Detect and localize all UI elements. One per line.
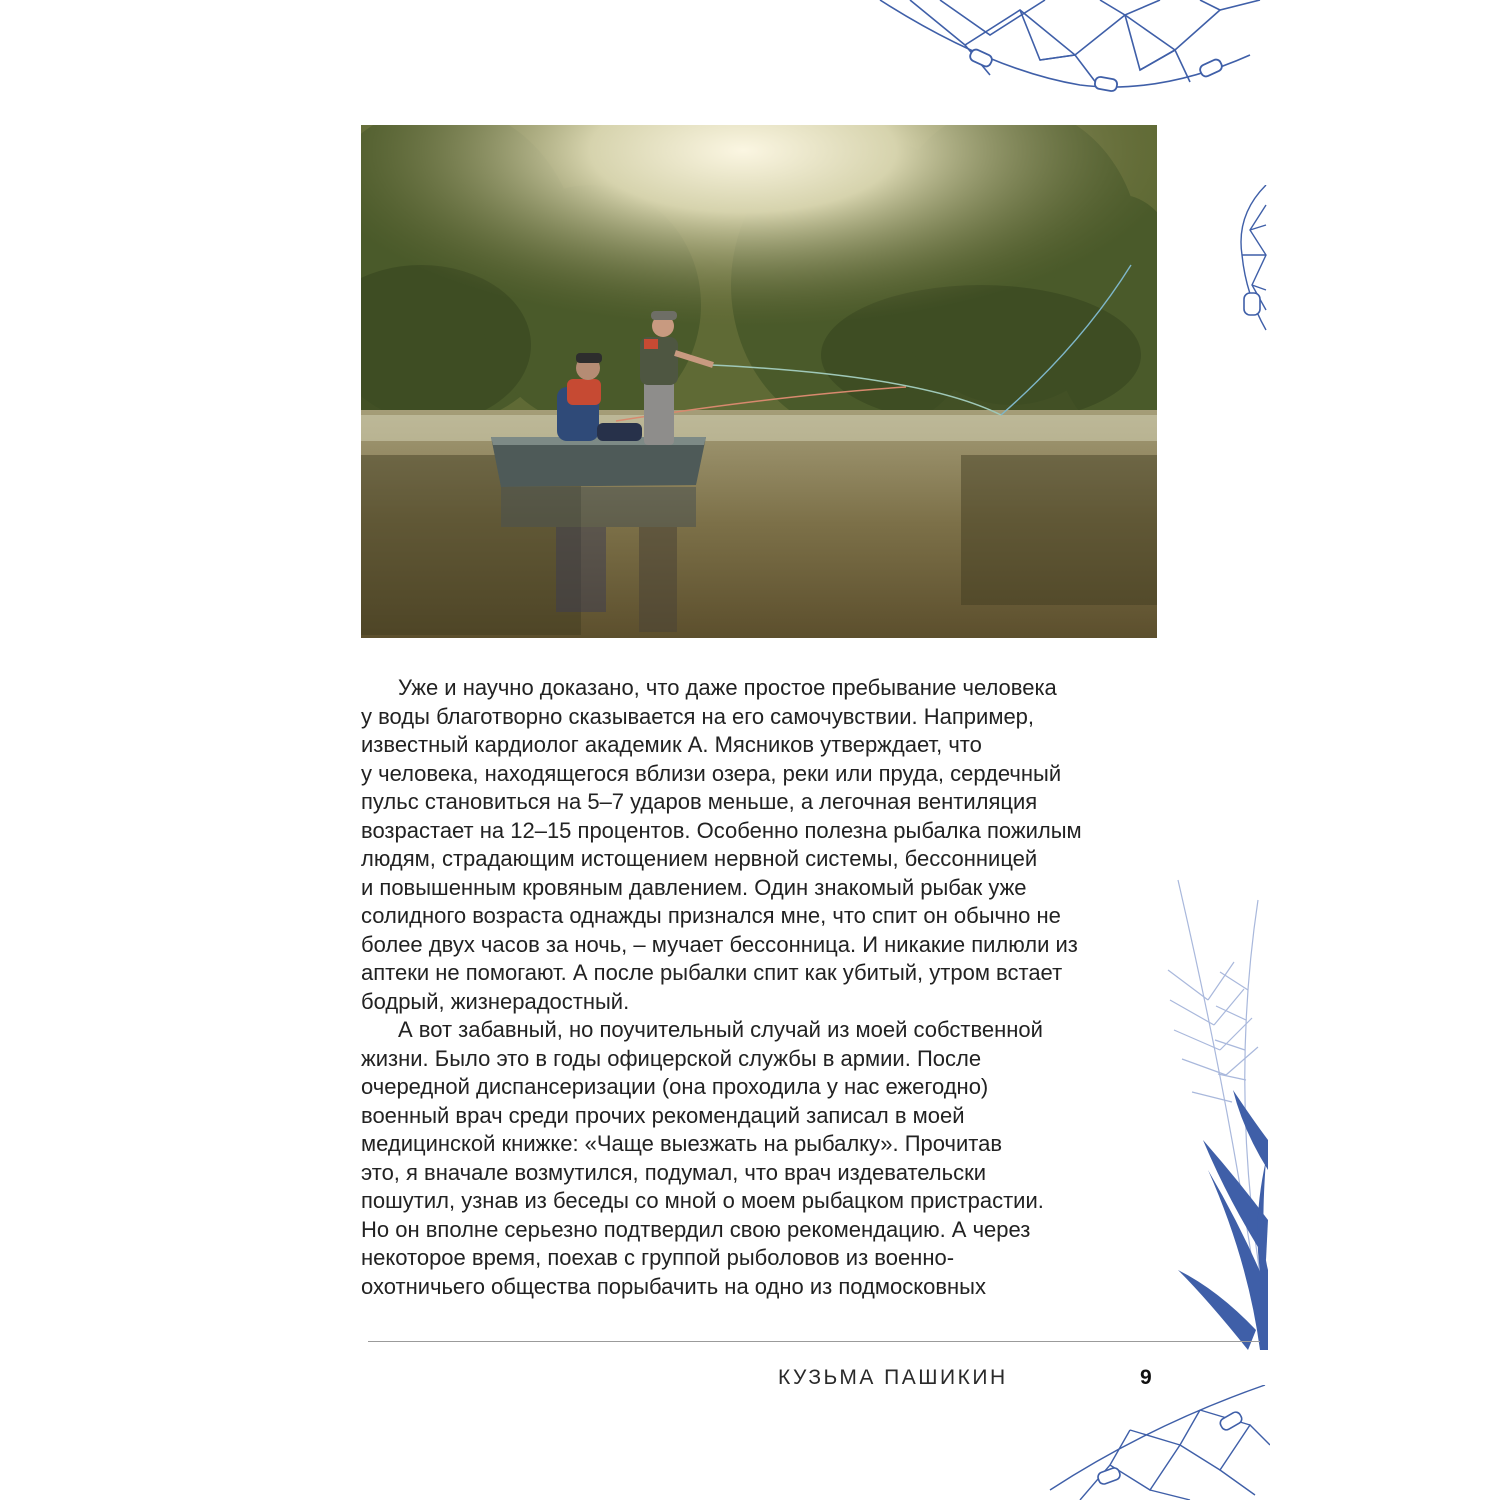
page-number: 9 <box>1140 1366 1152 1389</box>
text-line: и повышенным кровяным давлением. Один знакомый рыбак уже <box>361 874 1027 900</box>
text-line: людям, страдающим истощением нервной системы, бессонницей <box>361 846 1038 871</box>
text-line: некоторое время, поехав с группой рыболовов из военно- <box>361 1245 955 1270</box>
text-line: это, я вначале возмутился, подумал, что врач издевательски <box>361 1159 987 1185</box>
text-line: известный кардиолог академик А. Мясников утверждает, что <box>361 732 982 757</box>
text-line: А вот забавный, но поучительный случай из моей собственной <box>398 1017 1043 1042</box>
reeds-decoration <box>1148 840 1268 1350</box>
text-line: жизни. Было это в годы офицерской службы в армии. После <box>361 1045 982 1071</box>
text-line: охотничьего общества порыбачить на одно из подмосковных <box>361 1273 986 1299</box>
paragraph-2 <box>361 1016 1161 1301</box>
text-line: возрастает на 12–15 процентов. Особенно полезна рыбалка пожилым <box>361 817 1082 843</box>
fishing-net-decoration-top <box>870 0 1270 100</box>
text-line: военный врач среди прочих рекомендаций записал в моей <box>361 1102 965 1128</box>
text-line: пульс становиться на 5–7 ударов меньше, а легочная вентиляция <box>361 789 1038 814</box>
text-line: пошутил, узнав из беседы со мной о моем рыбацком пристрастии. <box>361 1188 1044 1213</box>
article-body <box>361 674 1161 1301</box>
running-footer-author: КУЗЬМА ПАШИКИН <box>778 1366 1008 1389</box>
text-line: медицинской книжке: «Чаще выезжать на рыбалку». Прочитав <box>361 1131 1003 1156</box>
footer-rule <box>368 1341 1260 1342</box>
text-line: бодрый, жизнерадостный. <box>361 988 630 1014</box>
fishing-net-decoration-right <box>1228 185 1268 335</box>
text-line: Но он вполне серьезно подтвердил свою рекомендацию. А через <box>361 1216 1031 1242</box>
fishing-net-decoration-bottom <box>1040 1385 1270 1500</box>
fishing-photo <box>361 125 1157 638</box>
text-line: Уже и научно доказано, что даже простое пребывание человека <box>398 675 1057 700</box>
text-line: у воды благотворно сказывается на его самочувствии. Например, <box>361 703 1035 729</box>
text-line: очередной диспансеризации (она проходила у нас ежегодно) <box>361 1074 989 1099</box>
paragraph-1 <box>361 674 1161 1016</box>
text-line: солидного возраста однажды признался мне, что спит он обычно не <box>361 903 1061 928</box>
text-line: более двух часов за ночь, – мучает бессонница. И никакие пилюли из <box>361 931 1078 957</box>
text-line: у человека, находящегося вблизи озера, реки или пруда, сердечный <box>361 760 1062 786</box>
text-line: аптеки не помогают. А после рыбалки спит как убитый, утром встает <box>361 960 1063 985</box>
